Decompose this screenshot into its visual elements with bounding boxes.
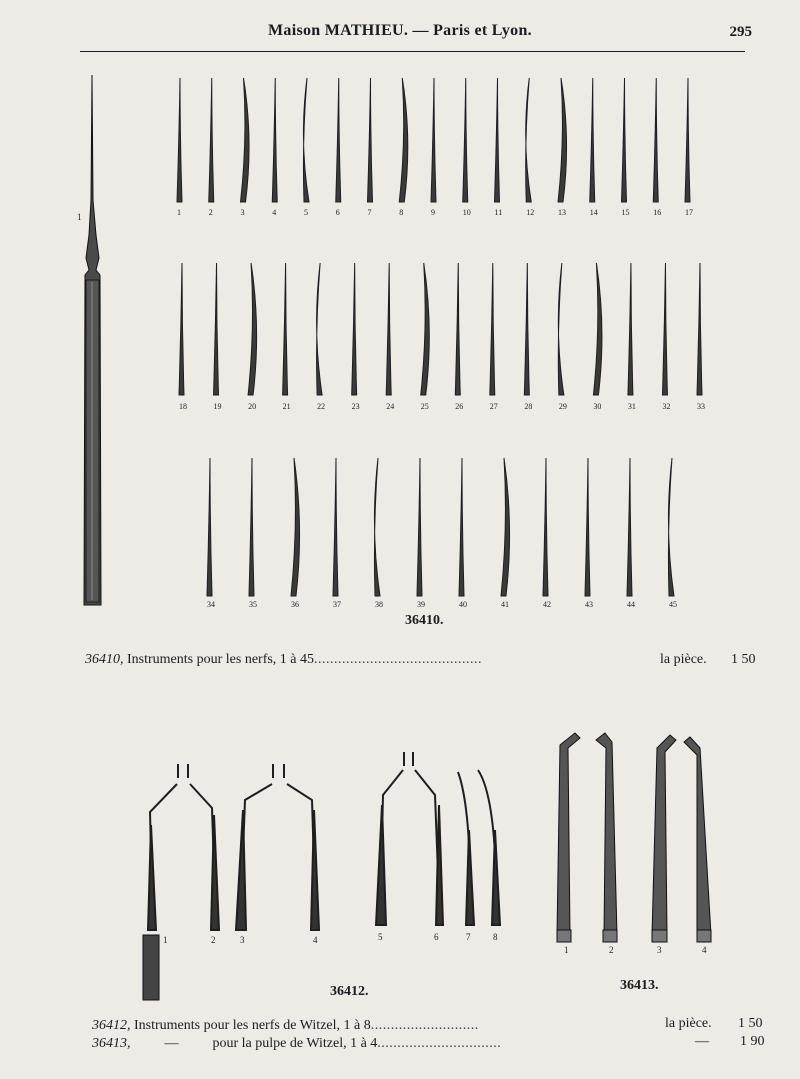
catalog-description: Instruments pour les nerfs, 1 à 45 bbox=[127, 652, 315, 667]
fig-number: 45 bbox=[669, 600, 677, 609]
figure-label-36410: 36410. bbox=[405, 613, 444, 628]
fig-number: 16 bbox=[653, 208, 662, 217]
ditto-mark: — bbox=[164, 1036, 179, 1051]
nerve-instrument bbox=[501, 458, 510, 596]
fig-number: 14 bbox=[589, 208, 598, 217]
nerve-instrument bbox=[283, 263, 288, 395]
fig-number: 35 bbox=[249, 600, 257, 609]
fig-number: 5 bbox=[304, 208, 308, 217]
fig-number: 41 bbox=[501, 600, 509, 609]
nerve-instrument bbox=[662, 263, 667, 395]
catalog-unit: — bbox=[695, 1034, 709, 1049]
fig-number: 2 bbox=[211, 935, 216, 945]
fig-number: 10 bbox=[462, 208, 471, 217]
nerve-instrument bbox=[214, 263, 219, 395]
catalog-ref: 36413, bbox=[92, 1036, 131, 1051]
fig-number: 26 bbox=[455, 402, 464, 411]
nerve-instrument bbox=[463, 78, 468, 202]
nerve-instrument bbox=[653, 78, 658, 202]
fig-number: 38 bbox=[375, 600, 383, 609]
nerve-instrument bbox=[459, 458, 464, 596]
fig-number: 30 bbox=[593, 402, 602, 411]
fig-number: 4 bbox=[313, 935, 318, 945]
nerve-instrument bbox=[558, 263, 564, 395]
nerve-instrument bbox=[668, 458, 674, 596]
nerve-instrument bbox=[628, 263, 633, 395]
fig-number: 4 bbox=[702, 945, 707, 955]
fig-number: 1 bbox=[177, 208, 181, 217]
fig-number: 6 bbox=[335, 208, 340, 217]
nerve-instrument bbox=[543, 458, 548, 596]
nerve-instrument bbox=[431, 78, 436, 202]
fig-number: 3 bbox=[240, 208, 245, 217]
nerve-instrument bbox=[241, 78, 250, 202]
nerve-instrument bbox=[333, 458, 338, 596]
catalog-description: Instruments pour les nerfs de Witzel, 1 à 8 bbox=[134, 1018, 371, 1033]
fig-number: 22 bbox=[317, 402, 326, 411]
catalog-entry-36413 bbox=[92, 1036, 501, 1052]
fig-number: 7 bbox=[367, 208, 372, 217]
nerve-instrument bbox=[421, 263, 430, 395]
nerve-instrument bbox=[179, 263, 184, 395]
leader-dots: ........................... bbox=[370, 1018, 479, 1033]
nerve-instrument bbox=[685, 78, 690, 202]
fig-number: 18 bbox=[179, 402, 187, 411]
fig-number: 2 bbox=[208, 208, 213, 217]
fig-number: 37 bbox=[333, 600, 341, 609]
nerve-instrument bbox=[177, 78, 182, 202]
nerve-instrument bbox=[374, 458, 380, 596]
nerve-instrument bbox=[248, 263, 257, 395]
fig-number: 3 bbox=[657, 945, 662, 955]
nerve-instrument bbox=[386, 263, 391, 395]
nerve-instrument bbox=[272, 78, 277, 202]
fig-number: 39 bbox=[417, 600, 425, 609]
fig-number: 27 bbox=[489, 402, 498, 411]
catalog-description: pour la pulpe de Witzel, 1 à 4 bbox=[212, 1036, 378, 1051]
nerve-instrument bbox=[495, 78, 500, 202]
fig-number: 8 bbox=[493, 932, 498, 942]
fig-number: 9 bbox=[431, 208, 435, 217]
nerve-instrument bbox=[622, 78, 627, 202]
nerve-instrument bbox=[399, 78, 408, 202]
nerve-instrument bbox=[455, 263, 460, 395]
fig-number: 33 bbox=[697, 402, 705, 411]
fig-number: 28 bbox=[524, 402, 533, 411]
fig-number: 5 bbox=[378, 932, 383, 942]
catalog-price: 1 50 bbox=[731, 652, 756, 667]
nerve-instrument bbox=[207, 458, 212, 596]
fig-number: 32 bbox=[662, 402, 671, 411]
fig-number: 25 bbox=[420, 402, 429, 411]
nerve-instrument bbox=[249, 458, 254, 596]
fig-number: 15 bbox=[621, 208, 630, 217]
fig-number: 8 bbox=[399, 208, 404, 217]
fig-number: 44 bbox=[627, 600, 635, 609]
catalog-ref: 36410, bbox=[85, 652, 124, 667]
nerve-instrument bbox=[336, 78, 341, 202]
nerve-instrument bbox=[417, 458, 422, 596]
fig-number: 40 bbox=[459, 600, 467, 609]
fig-number: 31 bbox=[627, 402, 636, 411]
fig-number: 3 bbox=[240, 935, 245, 945]
fig-number: 1 bbox=[564, 945, 569, 955]
page-number: 295 bbox=[729, 24, 752, 40]
catalog-unit: la pièce. bbox=[665, 1016, 712, 1031]
catalog-unit: la pièce. bbox=[660, 652, 707, 667]
fig-number: 13 bbox=[558, 208, 566, 217]
fig-number: 1 bbox=[163, 935, 168, 945]
fig-number: 21 bbox=[282, 402, 291, 411]
fig-number: 6 bbox=[434, 932, 439, 942]
leader-dots: .......................................... bbox=[314, 652, 483, 667]
fig-number: 7 bbox=[466, 932, 471, 942]
fig-number: 29 bbox=[558, 402, 567, 411]
catalog-entry-36410 bbox=[85, 652, 482, 668]
figure-label-36413: 36413. bbox=[620, 978, 659, 993]
plate-36410-drawing bbox=[84, 75, 702, 605]
nerve-instrument bbox=[352, 263, 357, 395]
catalog-ref: 36412, bbox=[92, 1018, 131, 1033]
leader-dots: ............................... bbox=[377, 1036, 502, 1051]
nerve-instrument bbox=[524, 263, 529, 395]
fig-number: 20 bbox=[248, 402, 257, 411]
nerve-instrument bbox=[697, 263, 702, 395]
fig-number: 24 bbox=[386, 402, 395, 411]
fig-number: 34 bbox=[207, 600, 215, 609]
catalog-price: 1 50 bbox=[738, 1016, 763, 1031]
nerve-instrument bbox=[317, 263, 323, 395]
nerve-instrument bbox=[593, 263, 602, 395]
nerve-instrument bbox=[490, 263, 495, 395]
page-header-title: Maison MATHIEU. — Paris et Lyon. bbox=[268, 22, 532, 39]
fig-number: 2 bbox=[609, 945, 614, 955]
fig-number: 12 bbox=[526, 208, 535, 217]
nerve-instrument bbox=[627, 458, 632, 596]
fig-number: 43 bbox=[585, 600, 593, 609]
catalog-entry-36412 bbox=[92, 1018, 479, 1034]
fig-number: 11 bbox=[494, 208, 503, 217]
plate-36413-drawing bbox=[557, 733, 711, 942]
nerve-instrument bbox=[526, 78, 532, 202]
nerve-instrument bbox=[303, 78, 309, 202]
catalog-price: 1 90 bbox=[740, 1034, 765, 1049]
figure-label-36412: 36412. bbox=[330, 984, 369, 999]
fig-number: 42 bbox=[543, 600, 551, 609]
nerve-instrument bbox=[209, 78, 214, 202]
fig-number: 1 bbox=[77, 212, 82, 222]
nerve-instrument bbox=[590, 78, 595, 202]
fig-number: 17 bbox=[685, 208, 693, 217]
fig-number: 36 bbox=[291, 600, 299, 609]
fig-number: 23 bbox=[351, 402, 360, 411]
nerve-instrument bbox=[291, 458, 300, 596]
nerve-instrument bbox=[558, 78, 567, 202]
nerve-instrument bbox=[368, 78, 373, 202]
fig-number: 19 bbox=[213, 402, 222, 411]
fig-number: 4 bbox=[272, 208, 277, 217]
nerve-instrument bbox=[585, 458, 590, 596]
plate-36412-drawing bbox=[143, 752, 500, 1000]
